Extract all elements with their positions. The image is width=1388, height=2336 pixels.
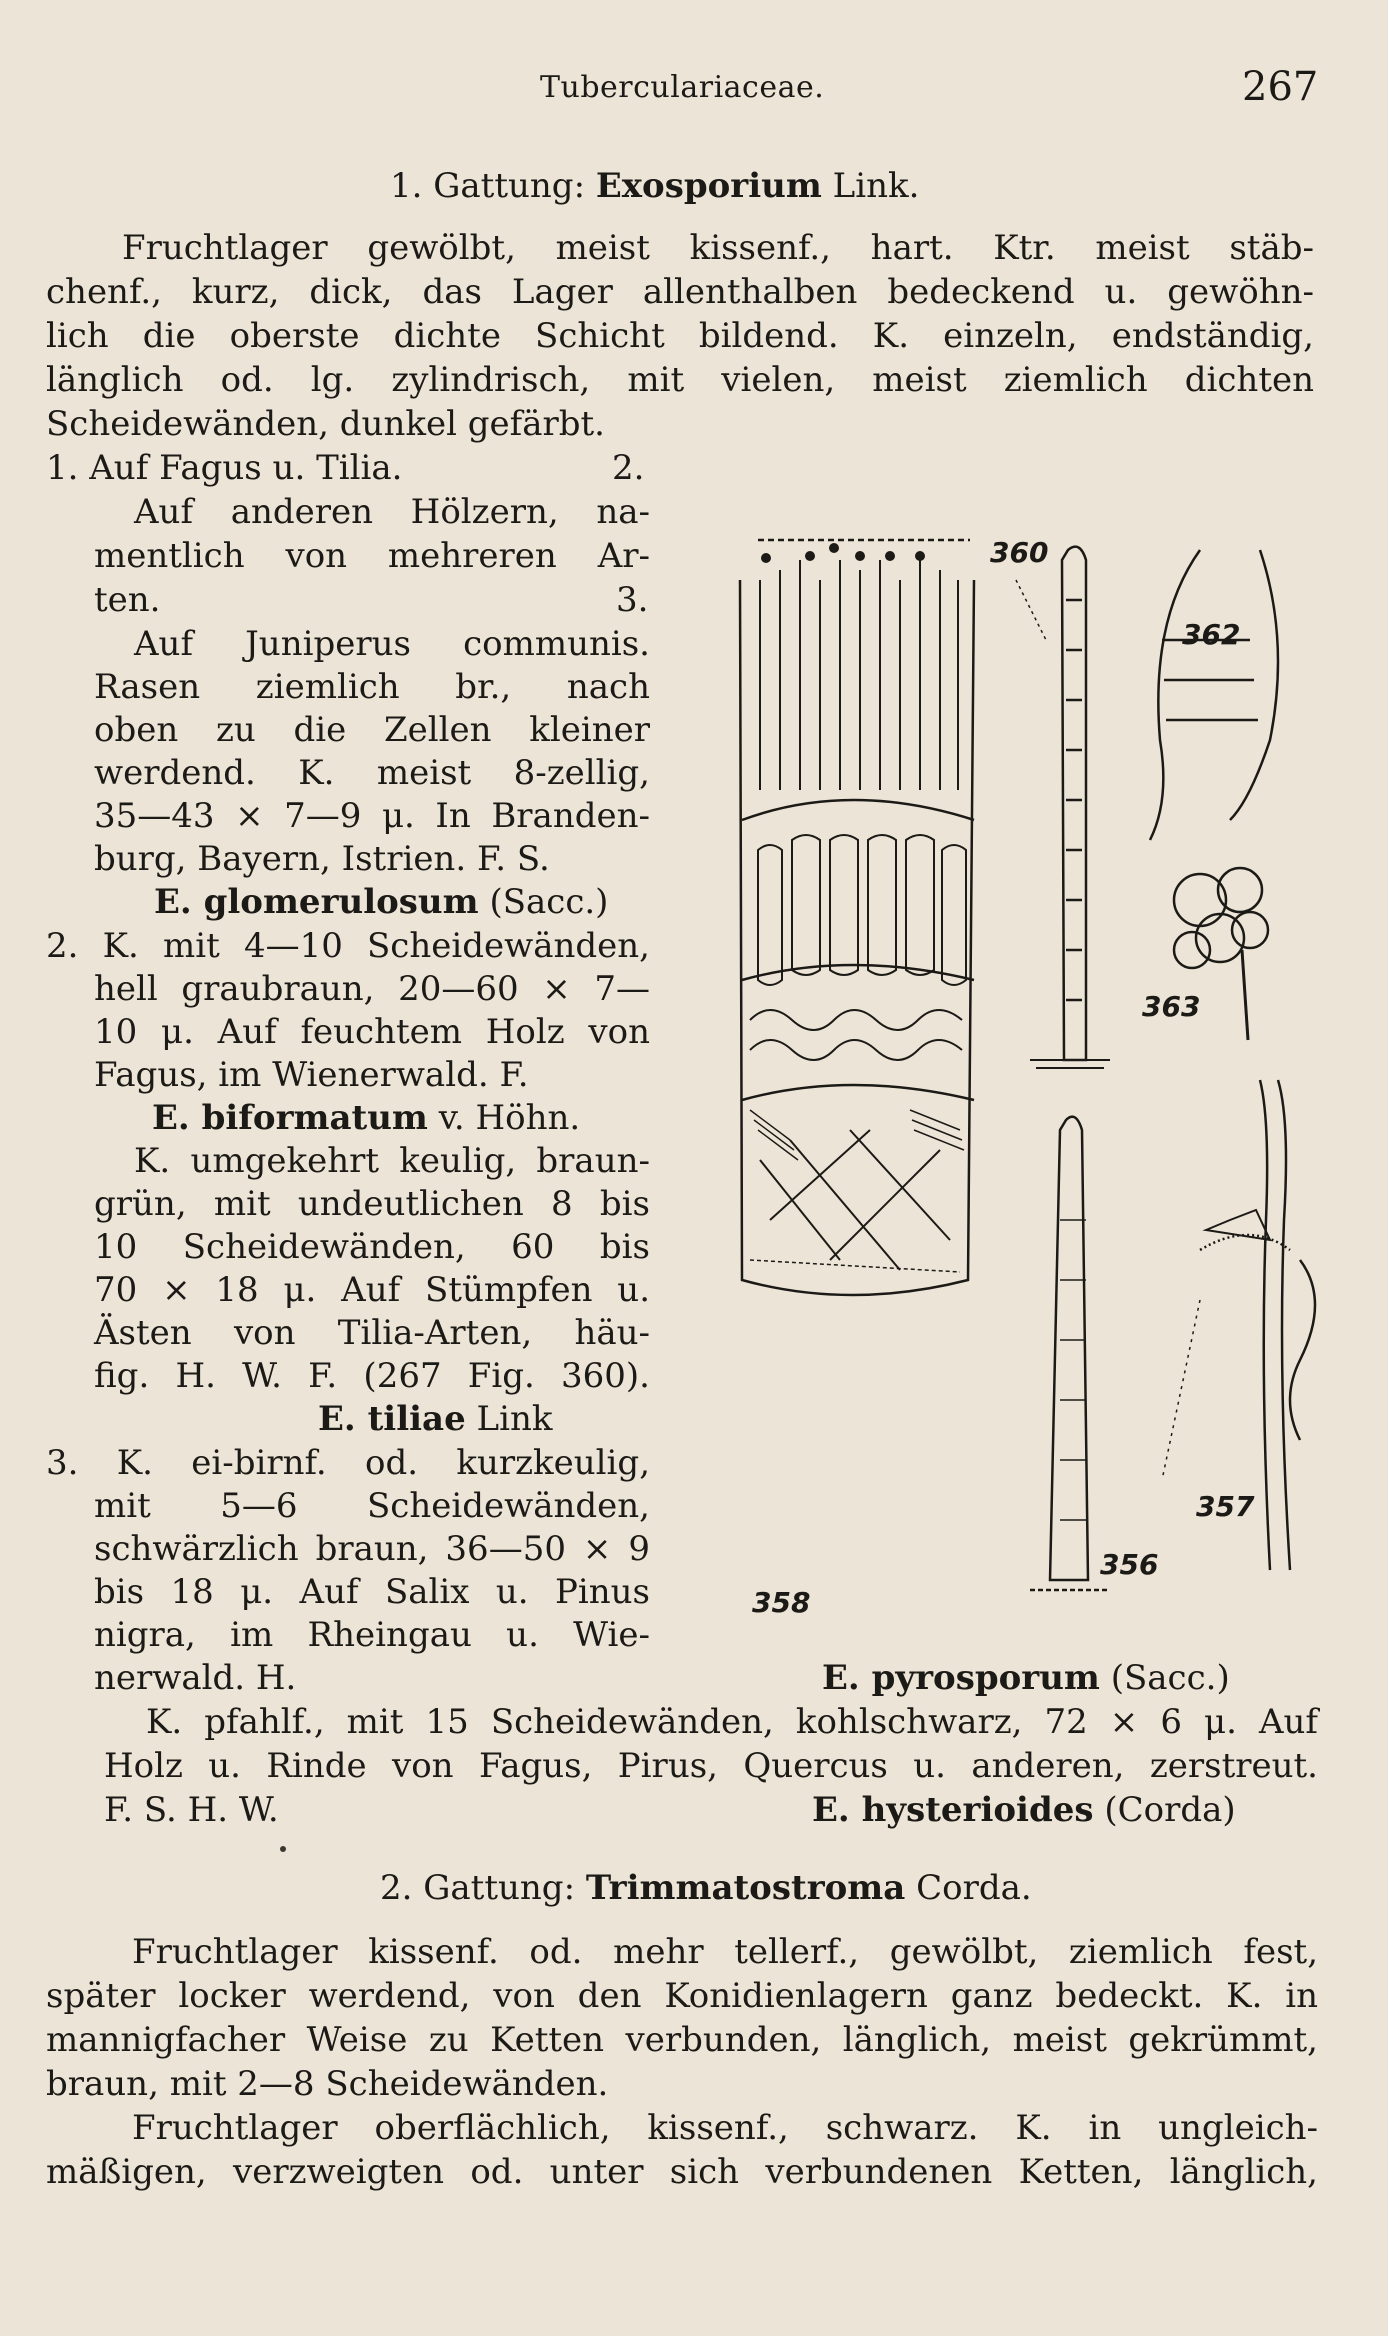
species-text-line: F. S. H. W. (104, 1790, 279, 1830)
species-text-line: Holz u. Rinde von Fagus, Pirus, Quercus u. anderen, zerstreut. (104, 1746, 1318, 1786)
key-line: 1. Auf Fagus u. Tilia. (46, 448, 403, 488)
description-line: Fruchtlager oberflächlich, kissenf., schwarz. K. in ungleich- (132, 2108, 1318, 2148)
species-text-line: fig. H. W. F. (267 Fig. 360). (94, 1356, 650, 1396)
species-text-line: burg, Bayern, Istrien. F. S. (94, 839, 550, 879)
description-line: Fruchtlager kissenf. od. mehr tellerf., gewölbt, ziemlich fest, (132, 1932, 1318, 1972)
genus-name: Trimmatostroma (585, 1868, 906, 1908)
running-title: Tuberculariaceae. (540, 70, 825, 105)
species-text-line: K. pfahlf., mit 15 Scheidewänden, kohlschwarz, 72 × 6 μ. Auf (146, 1702, 1318, 1742)
description-line: braun, mit 2—8 Scheidewänden. (46, 2064, 609, 2104)
figure-358-section (740, 540, 974, 1295)
species-text-line: Rasen ziemlich br., nach (94, 667, 650, 707)
genus-heading: 1. Gattung: Exosporium Link. (390, 166, 920, 206)
key-line: mentlich von mehreren Ar- (94, 536, 650, 576)
figure-360-conidium (1016, 547, 1110, 1068)
key-ref: 2. (612, 448, 645, 488)
key-line: schwärzlich braun, 36—50 × 9 (94, 1529, 650, 1569)
fungus-illustration (730, 520, 1330, 1630)
species-text-line: Auf Juniperus communis. (134, 624, 650, 664)
genus-name: Exosporium (595, 166, 822, 206)
species-text-line: Ästen von Tilia-Arten, häu- (94, 1313, 650, 1353)
page-number: 267 (1242, 64, 1319, 110)
key-line: Auf anderen Hölzern, na- (134, 492, 650, 532)
species-text-line: K. umgekehrt keulig, braun- (134, 1141, 650, 1181)
key-line: bis 18 μ. Auf Salix u. Pinus (94, 1572, 650, 1612)
key-line: nerwald. H. (94, 1658, 297, 1698)
key-line: nigra, im Rheingau u. Wie- (94, 1615, 650, 1655)
figure-label: 362 (1182, 618, 1241, 651)
description-line: mäßigen, verzweigten od. unter sich verbundenen Ketten, länglich, (46, 2152, 1318, 2192)
species-name: E. pyrosporum (Sacc.) (822, 1658, 1230, 1698)
key-ref: 3. (616, 580, 649, 620)
species-name: E. biformatum v. Höhn. (152, 1098, 581, 1138)
figure-362-conidium (1150, 550, 1278, 840)
figure-label: 360 (990, 536, 1049, 569)
description-line: Fruchtlager gewölbt, meist kissenf., hart. Ktr. meist stäb- (122, 228, 1314, 268)
species-name: E. tiliae Link (318, 1399, 553, 1439)
species-text-line: werdend. K. meist 8-zellig, (94, 753, 650, 793)
figure-label: 358 (752, 1586, 811, 1619)
figure-label: 363 (1142, 990, 1201, 1023)
species-name: E. glomerulosum (Sacc.) (154, 882, 609, 922)
species-text-line: 10 Scheidewänden, 60 bis (94, 1227, 650, 1267)
key-line: 2. K. mit 4—10 Scheidewänden, (46, 926, 650, 966)
printing-speck (280, 1846, 286, 1852)
species-name: E. hysterioides (Corda) (812, 1790, 1236, 1830)
key-line: hell graubraun, 20—60 × 7— (94, 969, 650, 1009)
genus-heading: 2. Gattung: Trimmatostroma Corda. (380, 1868, 1032, 1908)
figure-label: 357 (1196, 1490, 1255, 1523)
key-line: Fagus, im Wienerwald. F. (94, 1055, 529, 1095)
key-line: ten. (94, 580, 161, 620)
species-text-line: grün, mit undeutlichen 8 bis (94, 1184, 650, 1224)
species-text-line: 35—43 × 7—9 μ. In Branden- (94, 796, 650, 836)
figure-356-conidium (1030, 1117, 1110, 1590)
figure-labels (752, 536, 1255, 1619)
description-line: chenf., kurz, dick, das Lager allenthalben bedeckend u. gewöhn- (46, 272, 1314, 312)
key-line: 10 μ. Auf feuchtem Holz von (94, 1012, 650, 1052)
description-line: länglich od. lg. zylindrisch, mit vielen, meist ziemlich dichten (46, 360, 1314, 400)
description-line: später locker werdend, von den Konidienlagern ganz bedeckt. K. in (46, 1976, 1318, 2016)
species-text-line: 70 × 18 μ. Auf Stümpfen u. (94, 1270, 650, 1310)
species-text-line: oben zu die Zellen kleiner (94, 710, 650, 750)
description-line: lich die oberste dichte Schicht bildend. K. einzeln, endständig, (46, 316, 1314, 356)
figure-label: 356 (1100, 1548, 1159, 1581)
description-line: mannigfacher Weise zu Ketten verbunden, länglich, meist gekrümmt, (46, 2020, 1318, 2060)
description-line: Scheidewänden, dunkel gefärbt. (46, 404, 605, 444)
key-line: mit 5—6 Scheidewänden, (94, 1486, 650, 1526)
key-line: 3. K. ei-birnf. od. kurzkeulig, (46, 1443, 650, 1483)
